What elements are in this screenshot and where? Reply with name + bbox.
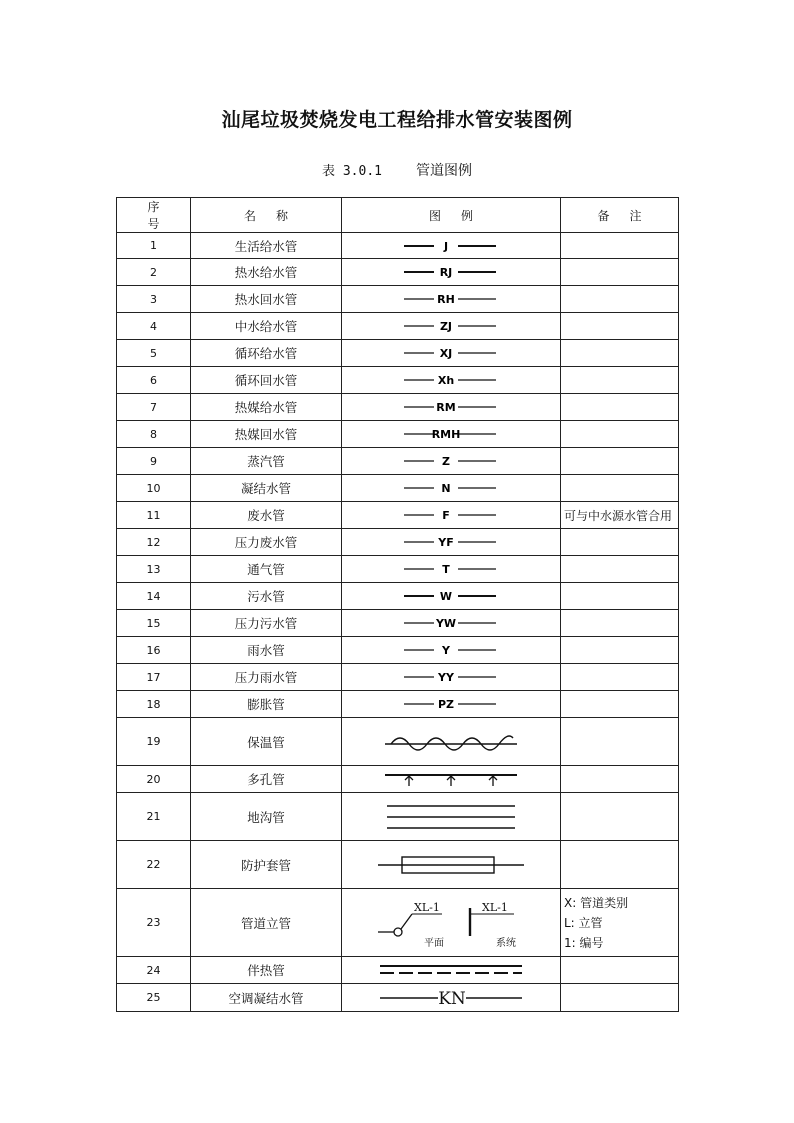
pipe-name: 生活给水管	[191, 233, 342, 259]
remark-line: 1: 编号	[564, 935, 604, 950]
table-row	[117, 367, 679, 394]
row-number: 7	[117, 394, 191, 421]
row-number: 16	[117, 637, 191, 664]
riser-plan-label: 平面	[424, 937, 444, 949]
pipe-name: 保温管	[191, 718, 342, 766]
pipe-symbol-drawing	[396, 507, 506, 523]
remark: 可与中水源水管合用	[561, 502, 679, 529]
header-name: 名称	[191, 198, 342, 233]
row-number: 22	[117, 841, 191, 889]
pipe-symbol-drawing	[396, 453, 506, 469]
pipe-name: 地沟管	[191, 793, 342, 841]
table-name: 管道图例	[415, 163, 472, 179]
table-row	[117, 556, 679, 583]
row-number: 13	[117, 556, 191, 583]
pipe-symbol	[342, 367, 561, 394]
remark	[561, 664, 679, 691]
remark	[561, 889, 679, 957]
pipe-symbol-drawing	[396, 238, 506, 254]
pipe-name: 废水管	[191, 502, 342, 529]
remark	[561, 475, 679, 502]
row-number: 18	[117, 691, 191, 718]
pipe-symbol-drawing	[396, 372, 506, 388]
row-number: 6	[117, 367, 191, 394]
remark	[561, 793, 679, 841]
pipe-name: 防护套管	[191, 841, 342, 889]
pipe-code-label: YY	[438, 671, 454, 684]
table-row	[117, 718, 679, 766]
pipe-name: 压力废水管	[191, 529, 342, 556]
remark	[561, 421, 679, 448]
remark	[561, 610, 679, 637]
pipe-code-label: PZ	[437, 698, 455, 711]
table-row	[117, 259, 679, 286]
pipe-symbol-drawing	[376, 988, 526, 1008]
row-number: 8	[117, 421, 191, 448]
pipe-code-label: RM	[436, 401, 456, 414]
remark	[561, 957, 679, 984]
remark	[561, 313, 679, 340]
pipe-name: 凝结水管	[191, 475, 342, 502]
pipe-code-label: Xh	[437, 374, 455, 387]
pipe-code-label: KN	[438, 988, 466, 1008]
table-row	[117, 502, 679, 529]
riser-tag-left: XL-1	[414, 900, 440, 914]
table-row	[117, 529, 679, 556]
pipe-symbol-drawing	[396, 399, 506, 415]
pipe-symbol	[342, 984, 561, 1012]
pipe-code-label: J	[443, 239, 449, 253]
pipe-symbol-drawing	[381, 729, 521, 755]
perforation-arrow	[447, 776, 455, 786]
remark	[561, 367, 679, 394]
table-row	[117, 340, 679, 367]
row-number: 23	[117, 889, 191, 957]
table-row	[117, 610, 679, 637]
remark	[561, 286, 679, 313]
row-number: 1	[117, 233, 191, 259]
pipe-symbol-drawing	[396, 291, 506, 307]
row-number: 12	[117, 529, 191, 556]
pipe-legend-table	[116, 197, 679, 1012]
remark-line: X: 管道类别	[564, 895, 629, 910]
pipe-symbol	[342, 556, 561, 583]
pipe-symbol	[342, 475, 561, 502]
pipe-symbol	[342, 394, 561, 421]
pipe-name: 通气管	[191, 556, 342, 583]
pipe-name: 循环给水管	[191, 340, 342, 367]
pipe-name: 循环回水管	[191, 367, 342, 394]
row-number: 20	[117, 766, 191, 793]
table-caption	[0, 160, 794, 180]
pipe-symbol	[342, 889, 561, 957]
pipe-symbol	[342, 957, 561, 984]
pipe-name: 雨水管	[191, 637, 342, 664]
riser-system-label: 系统	[496, 937, 516, 949]
pipe-name: 压力污水管	[191, 610, 342, 637]
pipe-code-label: T	[442, 563, 450, 576]
row-number: 15	[117, 610, 191, 637]
remark	[561, 841, 679, 889]
pipe-symbol-drawing	[376, 853, 526, 877]
row-number: 14	[117, 583, 191, 610]
pipe-name: 蒸汽管	[191, 448, 342, 475]
row-number: 24	[117, 957, 191, 984]
remark	[561, 718, 679, 766]
table-row	[117, 394, 679, 421]
pipe-symbol-drawing	[396, 534, 506, 550]
remark	[561, 583, 679, 610]
perforation-arrow	[489, 776, 497, 786]
pipe-symbol	[342, 340, 561, 367]
pipe-name: 污水管	[191, 583, 342, 610]
pipe-symbol-drawing	[396, 669, 506, 685]
table-row	[117, 793, 679, 841]
pipe-name: 膨胀管	[191, 691, 342, 718]
table-row	[117, 957, 679, 984]
remark	[561, 448, 679, 475]
perforation-arrow	[405, 776, 413, 786]
pipe-symbol-drawing	[396, 642, 506, 658]
row-number: 21	[117, 793, 191, 841]
pipe-name: 管道立管	[191, 889, 342, 957]
pipe-code-label: YW	[435, 617, 457, 630]
insulation-wave	[391, 736, 513, 750]
pipe-symbol-drawing	[396, 696, 506, 712]
pipe-symbol	[342, 793, 561, 841]
pipe-symbol-drawing	[376, 896, 526, 950]
pipe-code-label: XJ	[439, 347, 453, 360]
pipe-symbol-drawing	[396, 318, 506, 334]
remark	[561, 233, 679, 259]
pipe-code-label: W	[439, 590, 453, 603]
table-row	[117, 448, 679, 475]
pipe-symbol-drawing	[396, 588, 506, 604]
remark	[561, 984, 679, 1012]
header-no: 序号	[117, 198, 191, 233]
table-row	[117, 841, 679, 889]
pipe-name: 压力雨水管	[191, 664, 342, 691]
pipe-symbol	[342, 583, 561, 610]
table-row	[117, 233, 679, 259]
pipe-code-label: Y	[442, 644, 450, 657]
pipe-symbol	[342, 718, 561, 766]
remark	[561, 529, 679, 556]
remark-line: L: 立管	[564, 915, 603, 930]
pipe-name: 中水给水管	[191, 313, 342, 340]
pipe-symbol-drawing	[381, 800, 521, 834]
remark	[561, 637, 679, 664]
pipe-symbol	[342, 233, 561, 259]
row-number: 11	[117, 502, 191, 529]
table-row	[117, 766, 679, 793]
pipe-name: 伴热管	[191, 957, 342, 984]
pipe-code-label: RJ	[439, 266, 453, 279]
legend-body	[117, 233, 679, 1012]
row-number: 25	[117, 984, 191, 1012]
pipe-name: 热水回水管	[191, 286, 342, 313]
pipe-symbol-drawing	[396, 426, 506, 442]
pipe-code-label: RMH	[431, 428, 461, 441]
table-number: 表 3.0.1	[322, 164, 382, 179]
riser-leader-left	[401, 914, 412, 929]
remark	[561, 394, 679, 421]
pipe-symbol	[342, 637, 561, 664]
row-number: 2	[117, 259, 191, 286]
pipe-symbol	[342, 841, 561, 889]
pipe-symbol	[342, 448, 561, 475]
pipe-symbol	[342, 691, 561, 718]
row-number: 3	[117, 286, 191, 313]
pipe-symbol-drawing	[396, 480, 506, 496]
pipe-symbol-drawing	[396, 264, 506, 280]
row-number: 4	[117, 313, 191, 340]
pipe-symbol	[342, 259, 561, 286]
pipe-symbol-drawing	[381, 769, 521, 789]
row-number: 17	[117, 664, 191, 691]
table-row	[117, 286, 679, 313]
pipe-symbol	[342, 502, 561, 529]
table-row	[117, 984, 679, 1012]
header-symbol: 图例	[342, 198, 561, 233]
table-row	[117, 583, 679, 610]
pipe-symbol	[342, 766, 561, 793]
table-row	[117, 475, 679, 502]
riser-plan-circle	[394, 928, 402, 936]
remark	[561, 766, 679, 793]
table-row	[117, 637, 679, 664]
pipe-symbol	[342, 664, 561, 691]
pipe-symbol	[342, 286, 561, 313]
pipe-name: 多孔管	[191, 766, 342, 793]
header-row	[117, 198, 679, 233]
pipe-name: 热媒回水管	[191, 421, 342, 448]
pipe-code-label: RH	[437, 293, 455, 306]
pipe-symbol	[342, 529, 561, 556]
row-number: 5	[117, 340, 191, 367]
pipe-code-label: Z	[442, 455, 450, 468]
pipe-symbol-drawing	[396, 615, 506, 631]
page-title: 汕尾垃圾焚烧发电工程给排水管安装图例	[221, 109, 573, 131]
pipe-symbol	[342, 421, 561, 448]
table-row	[117, 691, 679, 718]
pipe-code-label: N	[441, 482, 451, 495]
pipe-symbol	[342, 610, 561, 637]
pipe-symbol-drawing	[396, 561, 506, 577]
pipe-name: 热水给水管	[191, 259, 342, 286]
pipe-name: 热媒给水管	[191, 394, 342, 421]
pipe-code-label: YF	[438, 536, 454, 549]
table-row	[117, 313, 679, 340]
remark	[561, 340, 679, 367]
pipe-code-label: ZJ	[439, 320, 453, 333]
row-number: 10	[117, 475, 191, 502]
table-row	[117, 889, 679, 957]
remark	[561, 691, 679, 718]
remark	[561, 259, 679, 286]
pipe-name: 空调凝结水管	[191, 984, 342, 1012]
remark	[561, 556, 679, 583]
row-number: 9	[117, 448, 191, 475]
header-remark: 备注	[561, 198, 679, 233]
pipe-symbol-drawing	[396, 345, 506, 361]
pipe-symbol-drawing	[376, 961, 526, 979]
table-row	[117, 421, 679, 448]
table-row	[117, 664, 679, 691]
riser-tag-right: XL-1	[482, 900, 508, 914]
row-number: 19	[117, 718, 191, 766]
pipe-symbol	[342, 313, 561, 340]
pipe-code-label: F	[442, 509, 450, 522]
